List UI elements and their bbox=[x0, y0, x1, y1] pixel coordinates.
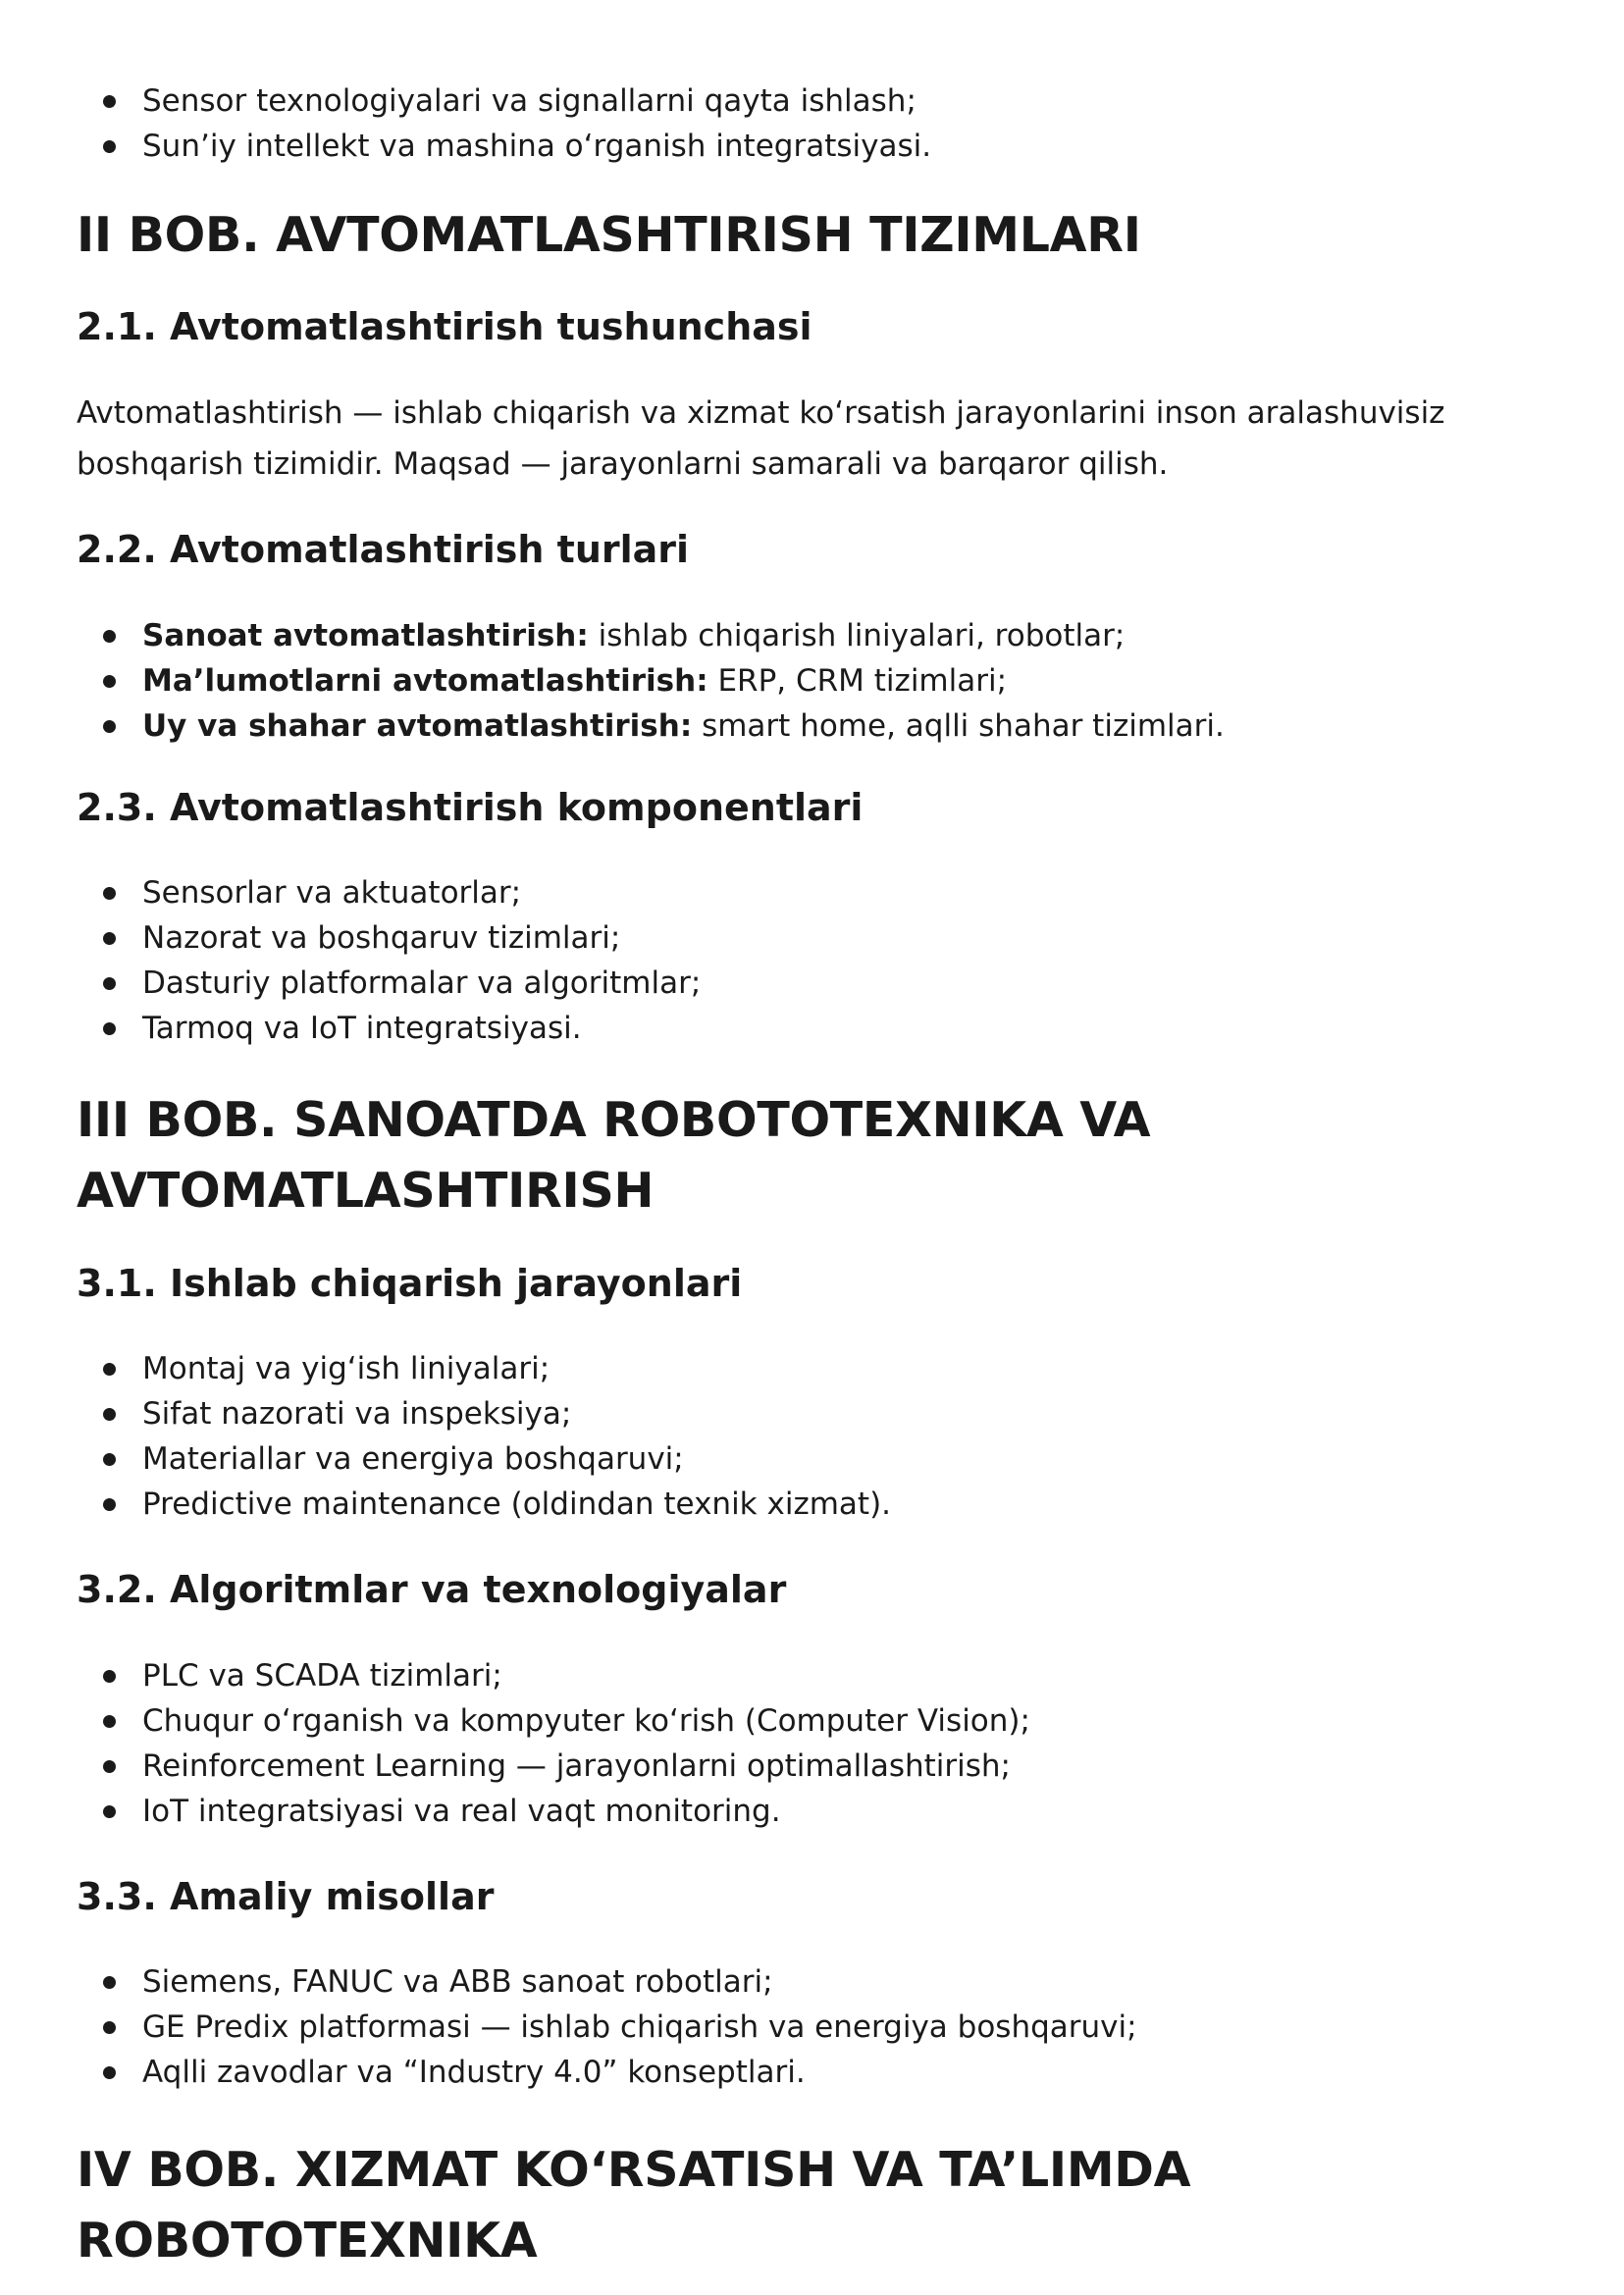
bullet-icon bbox=[103, 1408, 116, 1421]
bullet-icon bbox=[103, 2066, 116, 2079]
list-item: Sun’iy intellekt va mashina o‘rganish integratsiyasi. bbox=[77, 124, 1548, 169]
bullet-icon bbox=[103, 675, 116, 688]
bullet-icon bbox=[103, 1670, 116, 1683]
list-item: Uy va shahar avtomatlashtirish: smart home, aqlli shahar tizimlari. bbox=[77, 704, 1548, 749]
list-item: Materiallar va energiya boshqaruvi; bbox=[77, 1436, 1548, 1482]
bullet-icon bbox=[103, 1022, 116, 1035]
list-item: Sensorlar va aktuatorlar; bbox=[77, 870, 1548, 915]
list-item: Tarmoq va IoT integratsiyasi. bbox=[77, 1006, 1548, 1051]
list-item: Nazorat va boshqaruv tizimlari; bbox=[77, 915, 1548, 961]
list-item: Dasturiy platformalar va algoritmlar; bbox=[77, 961, 1548, 1006]
list-item: Chuqur o‘rganish va kompyuter ko‘rish (Computer Vision); bbox=[77, 1698, 1548, 1744]
list-item: GE Predix platformasi — ishlab chiqarish va energiya boshqaruvi; bbox=[77, 2005, 1548, 2050]
section-3-2-list bbox=[77, 1653, 1548, 1834]
list-item: Ma’lumotlarni avtomatlashtirish: ERP, CRM tizimlari; bbox=[77, 658, 1548, 704]
bullet-icon bbox=[103, 932, 116, 945]
bullet-icon bbox=[103, 977, 116, 990]
bullet-icon bbox=[103, 140, 116, 153]
bullet-icon bbox=[103, 1498, 116, 1511]
chapter-3-title: III BOB. SANOATDA ROBOTOTEXNIKA VA AVTOMATLASHTIRISH bbox=[77, 1092, 1151, 1219]
list-item: Predictive maintenance (oldindan texnik xizmat). bbox=[77, 1482, 1548, 1527]
list-item: Aqlli zavodlar va “Industry 4.0” konseptlari. bbox=[77, 2050, 1548, 2095]
section-3-1-list bbox=[77, 1346, 1548, 1527]
section-3-1-title: 3.1. Ishlab chiqarish jarayonlari bbox=[77, 1262, 743, 1305]
bullet-icon bbox=[103, 95, 116, 108]
bullet-icon bbox=[103, 1453, 116, 1466]
list-item: IoT integratsiyasi va real vaqt monitoring. bbox=[77, 1789, 1548, 1834]
list-item: Siemens, FANUC va ABB sanoat robotlari; bbox=[77, 1959, 1548, 2005]
list-item: Sensor texnologiyalari va signallarni qayta ishlash; bbox=[77, 78, 1548, 124]
bullet-icon bbox=[103, 630, 116, 643]
chapter-4-title: IV BOB. XIZMAT KO‘RSATISH VA TA’LIMDA ROBOTOTEXNIKA bbox=[77, 2142, 1191, 2269]
bullet-icon bbox=[103, 1805, 116, 1818]
section-3-2-title: 3.2. Algoritmlar va texnologiyalar bbox=[77, 1568, 787, 1611]
list-item: Reinforcement Learning — jarayonlarni optimallashtirish; bbox=[77, 1744, 1548, 1789]
section-3-3-list bbox=[77, 1959, 1548, 2095]
section-2-2-list bbox=[77, 613, 1548, 749]
intro-list bbox=[77, 78, 1548, 169]
section-2-3-list bbox=[77, 870, 1548, 1051]
section-2-1-title: 2.1. Avtomatlashtirish tushunchasi bbox=[77, 305, 812, 348]
list-item: Montaj va yig‘ish liniyalari; bbox=[77, 1346, 1548, 1391]
chapter-2-title: II BOB. AVTOMATLASHTIRISH TIZIMLARI bbox=[77, 207, 1141, 263]
list-item: PLC va SCADA tizimlari; bbox=[77, 1653, 1548, 1698]
list-item: Sanoat avtomatlashtirish: ishlab chiqarish liniyalari, robotlar; bbox=[77, 613, 1548, 658]
bullet-icon bbox=[103, 720, 116, 733]
bullet-icon bbox=[103, 1715, 116, 1728]
section-2-2-title: 2.2. Avtomatlashtirish turlari bbox=[77, 528, 690, 571]
bullet-icon bbox=[103, 887, 116, 900]
bullet-icon bbox=[103, 1363, 116, 1376]
section-2-1-paragraph: Avtomatlashtirish — ishlab chiqarish va xizmat ko‘rsatish jarayonlarini inson aralashuvisiz boshqarish tizimidir. Maqsad — jarayonlarni samarali va barqaror qilish. bbox=[77, 395, 1445, 482]
bullet-icon bbox=[103, 1760, 116, 1773]
list-item: Sifat nazorati va inspeksiya; bbox=[77, 1391, 1548, 1436]
bullet-icon bbox=[103, 1976, 116, 1989]
bullet-icon bbox=[103, 2021, 116, 2034]
section-3-3-title: 3.3. Amaliy misollar bbox=[77, 1875, 495, 1918]
section-2-3-title: 2.3. Avtomatlashtirish komponentlari bbox=[77, 786, 864, 829]
